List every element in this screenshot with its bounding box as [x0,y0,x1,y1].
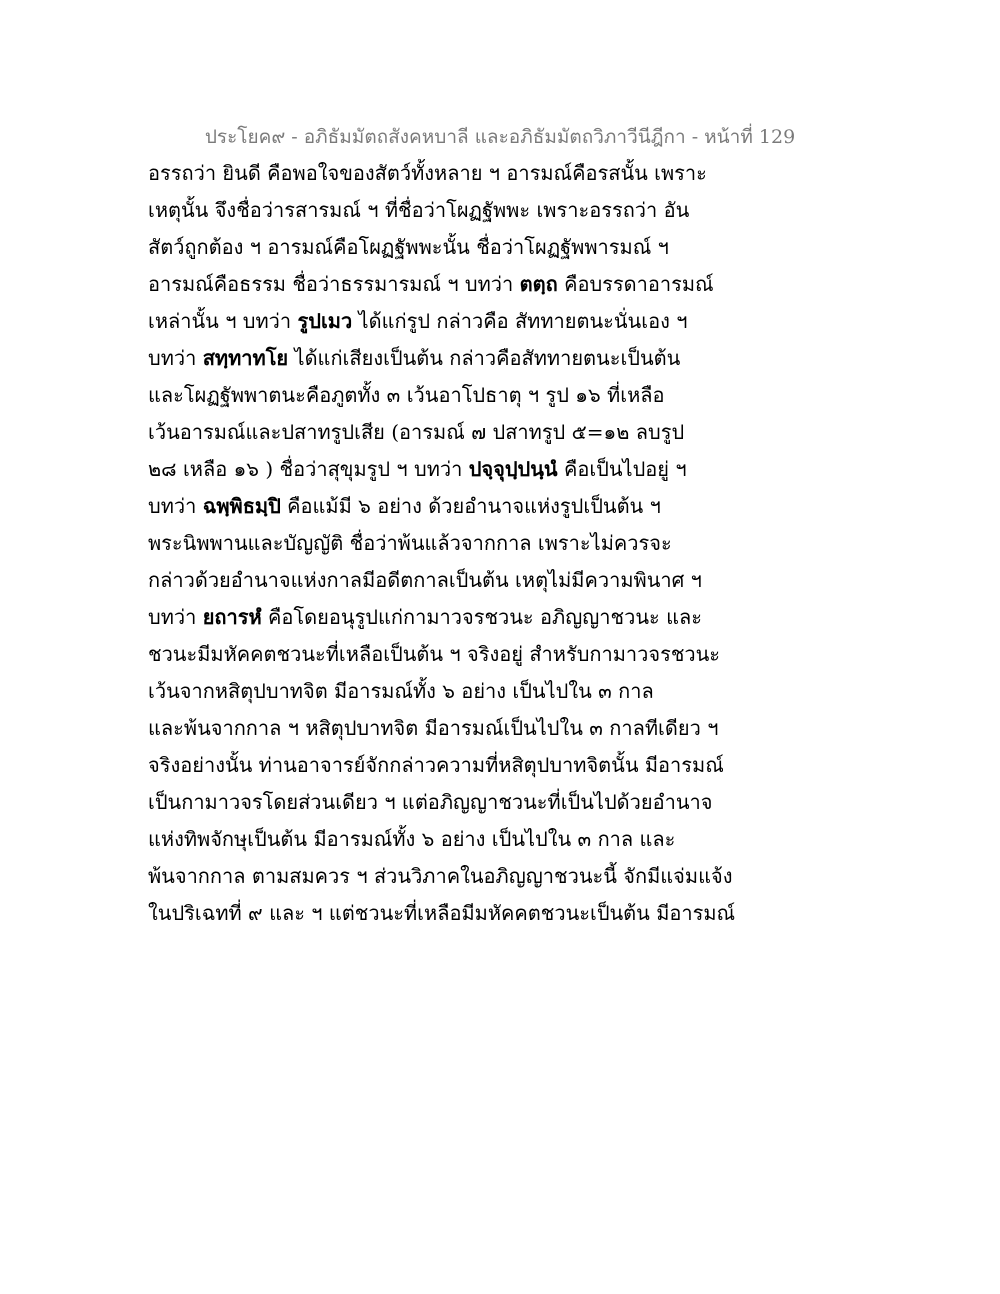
text-line [148,377,748,414]
text-run: เป็นกามาวจรโดยส่วนเดียว ฯ แต่อภิญญาชวนะที่เป็นไปด้วยอำนาจ [148,790,713,814]
text-line [148,821,748,858]
text-line [148,599,748,636]
text-run: อรรถว่า ยินดี คือพอใจของสัตว์ทั้งหลาย ฯ อารมณ์คือรสนั้น เพราะ [148,161,707,185]
text-run: กล่าวด้วยอำนาจแห่งกาลมีอดีตกาลเป็นต้น เหตุไม่มีความพินาศ ฯ [148,568,702,592]
text-run: ได้แก่เสียงเป็นต้น กล่าวคือสัททายตนะเป็นต้น [288,346,681,370]
text-run: สัตว์ถูกต้อง ฯ อารมณ์คือโผฏฐัพพะนั้น ชื่อว่าโผฏฐัพพารมณ์ ฯ [148,235,669,259]
pali-term: ยถารหํ [202,605,262,629]
text-run: คือเป็นไปอยู่ ฯ [557,457,687,481]
text-line [148,710,748,747]
text-run: จริงอย่างนั้น ท่านอาจารย์จักกล่าวความที่หสิตุปบาทจิตนั้น มีอารมณ์ [148,753,724,777]
text-run: เว้นจากหสิตุปบาทจิต มีอารมณ์ทั้ง ๖ อย่าง เป็นไปใน ๓ กาล [148,679,654,703]
text-line [148,784,748,821]
text-line [148,488,748,525]
text-run: เว้นอารมณ์และปสาทรูปเสีย (อารมณ์ ๗ ปสาทรูป ๕=๑๒ ลบรูป [148,420,685,444]
text-line [148,636,748,673]
text-run: เหตุนั้น จึงชื่อว่ารสารมณ์ ฯ ที่ชื่อว่าโผฏฐัพพะ เพราะอรรถว่า อัน [148,198,690,222]
text-line [148,673,748,710]
text-line [148,266,748,303]
text-line [148,414,748,451]
text-run: คือแม้มี ๖ อย่าง ด้วยอำนาจแห่งรูปเป็นต้น ฯ [280,494,661,518]
text-line [148,747,748,784]
text-run: ชวนะมีมหัคคตชวนะที่เหลือเป็นต้น ฯ จริงอยู่ สำหรับกามาวจรชวนะ [148,642,721,666]
running-header: ประโยค๙ - อภิธัมมัตถสังคหบาลี และอภิธัมมัตถวิภาวีนีฎีกา - หน้าที่ 129 [204,126,796,148]
text-run: ได้แก่รูป กล่าวคือ สัททายตนะนั่นเอง ฯ [352,309,688,333]
text-run: แห่งทิพจักษุเป็นต้น มีอารมณ์ทั้ง ๖ อย่าง เป็นไปใน ๓ กาล และ [148,827,676,851]
text-line [148,303,748,340]
text-line [148,895,748,932]
text-line [148,858,748,895]
text-run: คือบรรดาอารมณ์ [557,272,714,296]
pali-term: ตตฺถ [519,272,558,296]
body-text [148,155,748,932]
text-run: บทว่า [148,605,203,629]
text-run: อารมณ์คือธรรม ชื่อว่าธรรมารมณ์ ฯ บทว่า [148,272,520,296]
text-line [148,562,748,599]
text-line [148,451,748,488]
text-line [148,229,748,266]
text-run: เหล่านั้น ฯ บทว่า [148,309,298,333]
pali-term: รูปเมว [297,309,353,333]
text-run: พ้นจากกาล ตามสมควร ฯ ส่วนวิภาคในอภิญญาชวนะนี้ จักมีแจ่มแจ้ง [148,864,733,888]
text-run: พระนิพพานและบัญญัติ ชื่อว่าพ้นแล้วจากกาล เพราะไม่ควรจะ [148,531,672,555]
text-run: และพ้นจากกาล ฯ หสิตุปบาทจิต มีอารมณ์เป็นไปใน ๓ กาลทีเดียว ฯ [148,716,719,740]
text-line [148,192,748,229]
pali-term: สทฺทาทโย [202,346,289,370]
text-line [148,340,748,377]
text-line [148,155,748,192]
text-run: บทว่า [148,494,203,518]
text-run: ๒๘ เหลือ ๑๖ ) ชื่อว่าสุขุมรูป ฯ บทว่า [148,457,469,481]
text-line [148,525,748,562]
text-run: ในปริเฉทที่ ๙ และ ฯ แต่ชวนะที่เหลือมีมหัคคตชวนะเป็นต้น มีอารมณ์ [148,901,736,925]
pali-term: ฉพฺพิธมฺปิ [202,494,281,518]
pali-term: ปจฺจุปฺปนฺนํ [468,457,558,481]
text-run: คือโดยอนุรูปแก่กามาวจรชวนะ อภิญญาชวนะ และ [261,605,702,629]
text-run: และโผฏฐัพพาตนะคือภูตทั้ง ๓ เว้นอาโปธาตุ ฯ รูป ๑๖ ที่เหลือ [148,383,665,407]
text-run: บทว่า [148,346,203,370]
